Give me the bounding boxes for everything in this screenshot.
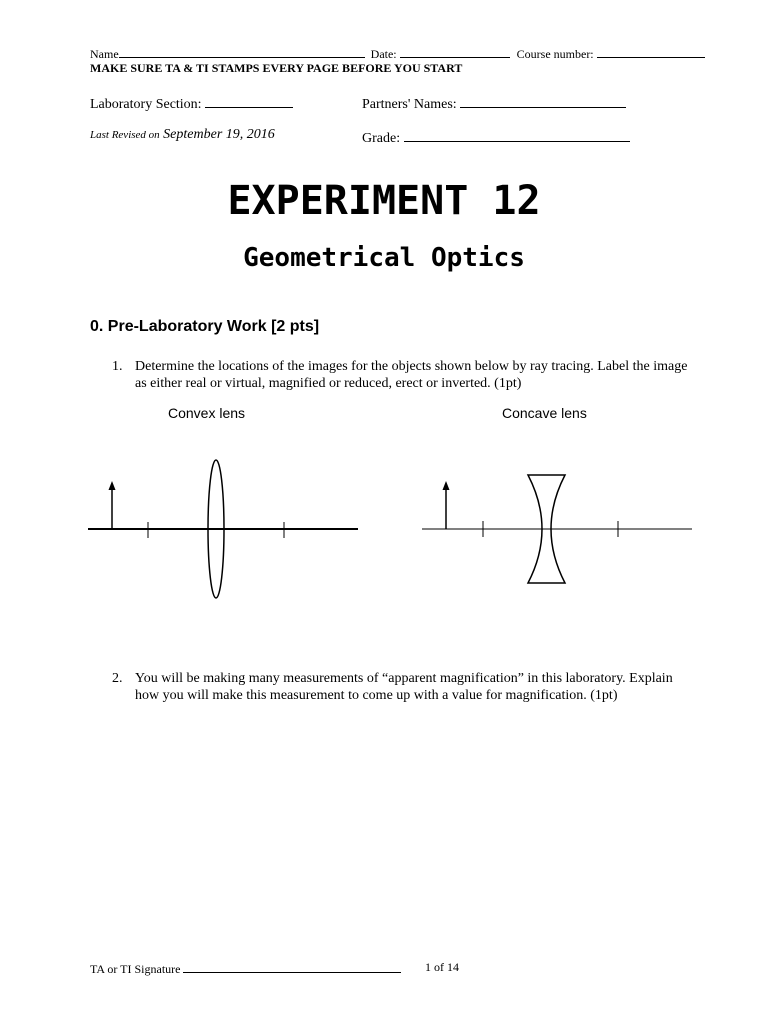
convex-lens-diagram	[88, 460, 358, 598]
name-label: Name	[90, 47, 119, 61]
partners-label: Partners' Names:	[362, 97, 457, 112]
last-revised-date: September 19, 2016	[163, 127, 275, 142]
last-revised-label: Last Revised on	[90, 129, 160, 141]
date-label: Date:	[370, 47, 397, 61]
question-1-text: Determine the locations of the images for the objects shown below by ray tracing. Label the image as either real or virtual, magnified or reduced, erect or inverted. (1pt)	[135, 359, 688, 391]
grade-label: Grade:	[362, 131, 401, 146]
experiment-title: EXPERIMENT 12	[227, 178, 541, 224]
section-heading: 0. Pre-Laboratory Work [2 pts]	[90, 318, 320, 335]
signature-field[interactable]	[183, 961, 401, 973]
stamp-notice: MAKE SURE TA & TI STAMPS EVERY PAGE BEFORE YOU START	[90, 61, 463, 75]
concave-lens-diagram	[422, 475, 692, 583]
signature-label: TA or TI Signature	[90, 962, 181, 976]
signature-row	[90, 961, 401, 977]
concave-lens-label: Concave lens	[502, 405, 587, 421]
question-2-text: You will be making many measurements of “apparent magnification” in this laboratory. Explain how you will make this measurement to come up with a value for magnification. (1pt)	[135, 671, 673, 703]
concave-object-arrowhead	[443, 481, 450, 490]
lab-section-label: Laboratory Section:	[90, 97, 202, 112]
convex-lens-label: Convex lens	[168, 405, 246, 421]
experiment-subtitle: Geometrical Optics	[243, 243, 525, 273]
course-number-label: Course number:	[516, 47, 594, 61]
question-2-number: 2.	[112, 671, 123, 686]
page-number: 1 of 14	[425, 960, 459, 974]
question-1-number: 1.	[112, 359, 123, 374]
convex-object-arrowhead	[109, 481, 116, 490]
